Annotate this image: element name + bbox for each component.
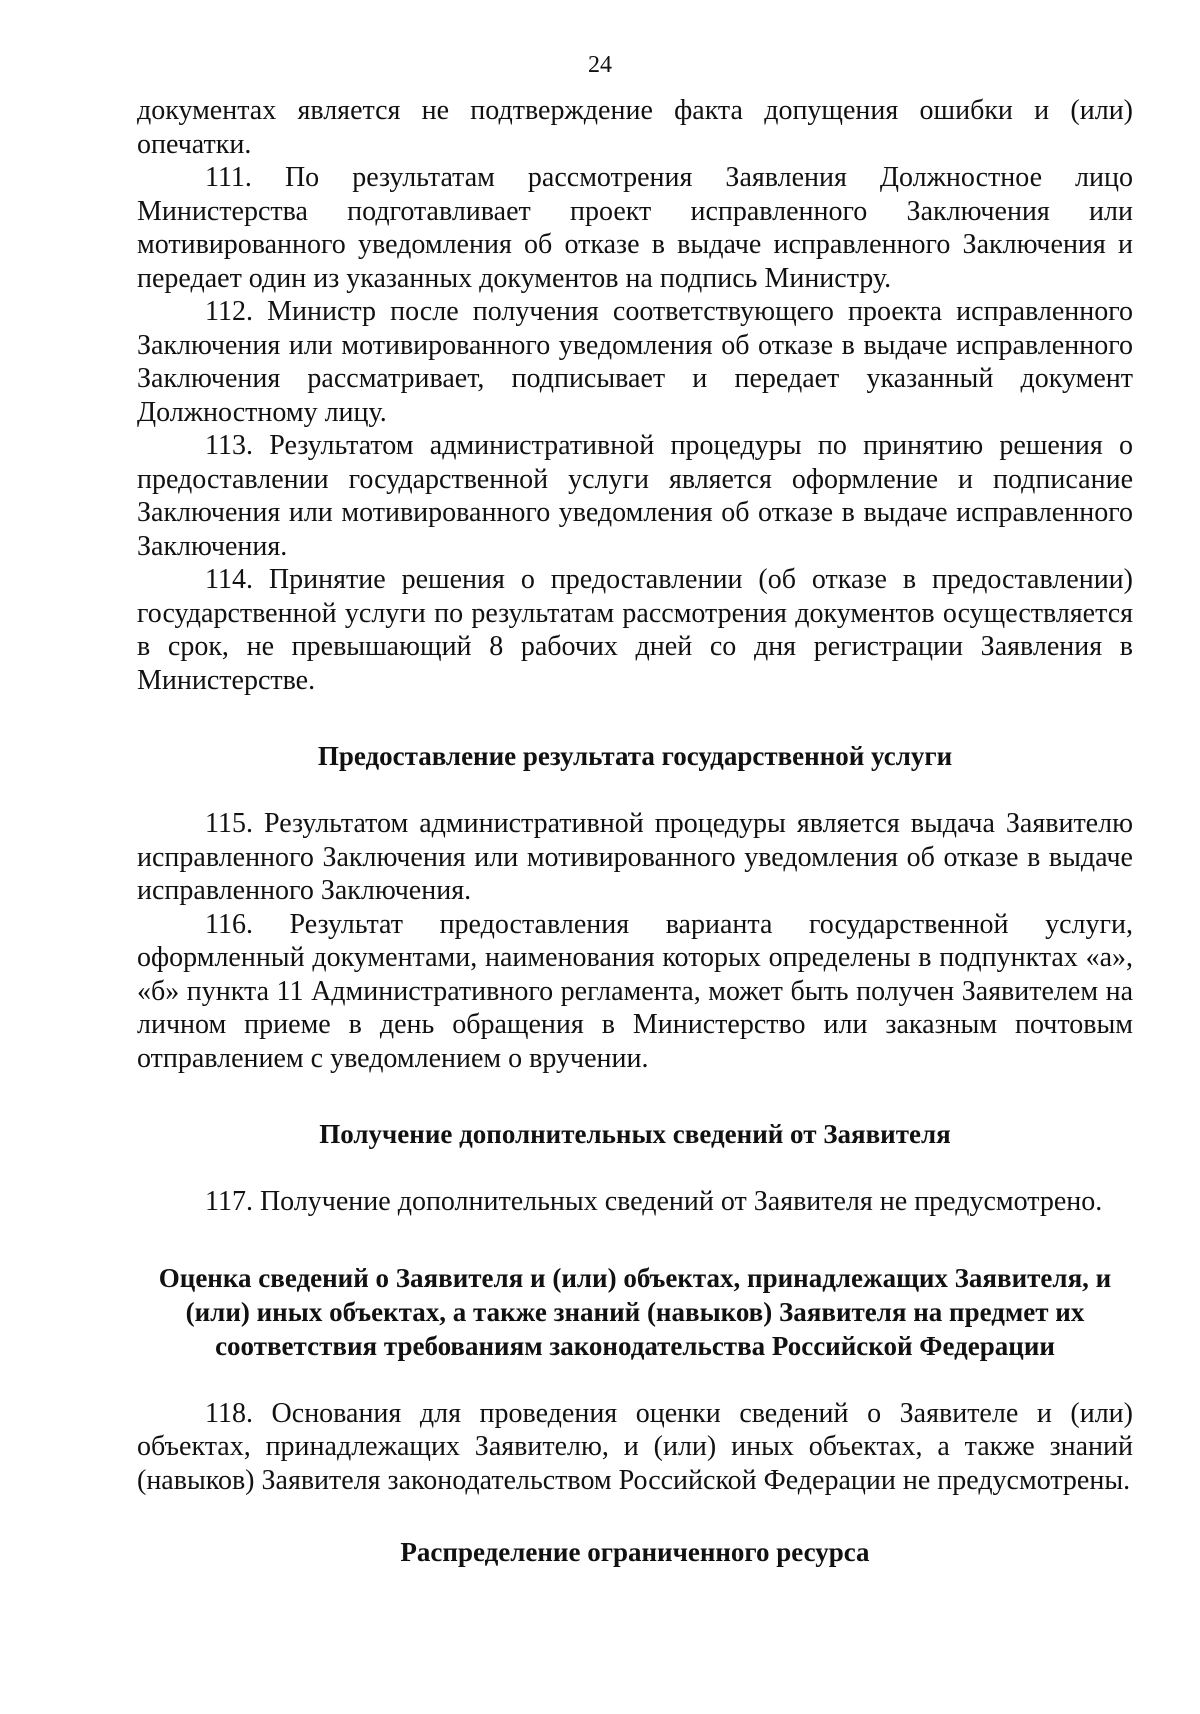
paragraph-114: 114. Принятие решения о предоставлении (об отказе в предоставлении) государственной услуги по результатам рассмотрения документов осуществляется в срок, не превышающий 8 рабочих дней со дня регистрации Заявления в Министерстве.: [137, 564, 1133, 696]
spacer: [137, 1151, 1133, 1185]
paragraph-111: 111. По результатам рассмотрения Заявления Должностное лицо Министерства подготавливает проект исправленного Заключения или мотивированного уведомления об отказе в выдаче исправленного Заключения и передает один из указанных документов на подпись Министру.: [137, 162, 1133, 294]
paragraph-112: 112. Министр после получения соответствующего проекта исправленного Заключения или мотивированного уведомления об отказе в выдаче исправленного Заключения рассматривает, подписывает и передает указанный документ Должностному лицу.: [137, 296, 1133, 428]
paragraph-continuation: документах является не подтверждение факта допущения ошибки и (или) опечатки.: [137, 95, 1133, 160]
page-number: 24: [588, 52, 612, 78]
spacer: [137, 1497, 1133, 1535]
spacer: [137, 1363, 1133, 1397]
spacer: [137, 1075, 1133, 1117]
paragraph-116: 116. Результат предоставления варианта государственной услуги, оформленный документами, наименования которых определены в подпунктах «а», «б» пункта 11 Административного регламента, может быть получен Заявителем на личном приеме в день обращения в Министерство или заказным почтовым отправлением с уведомлением о вручении.: [137, 908, 1133, 1074]
section-heading-result: Предоставление результата государственной услуги: [317, 741, 953, 771]
paragraph-113: 113. Результатом административной процедуры по принятию решения о предоставлении государственной услуги является оформление и подписание Заключения или мотивированного уведомления об отказе в выдаче исправленного Заключения.: [137, 430, 1133, 562]
section-heading-assessment: Оценка сведений о Заявителя и (или) объектах, принадлежащих Заявителя, и (или) иных объектах, а также знаний (навыков) Заявителя на предмет их соответствия требованиям законодательства Российской Федерации: [158, 1262, 1112, 1361]
paragraph-115: 115. Результатом административной процедуры является выдача Заявителю исправленного Заключения или мотивированного уведомления об отказе в выдаче исправленного Заключения.: [137, 808, 1133, 906]
paragraph-117: 117. Получение дополнительных сведений от Заявителя не предусмотрено.: [205, 1186, 1103, 1217]
paragraph-118: 118. Основания для проведения оценки сведений о Заявителе и (или) объектах, принадлежащих Заявителю, и (или) иных объектах, а также знаний (навыков) Заявителя законодательством Российской Федерации не предусмотрены.: [137, 1397, 1133, 1496]
spacer: [137, 697, 1133, 739]
section-heading-resource: Распределение ограниченного ресурса: [400, 1537, 870, 1567]
spacer: [137, 1219, 1133, 1261]
document-content: [137, 94, 1133, 1569]
section-heading-additional-info: Получение дополнительных сведений от Заявителя: [319, 1119, 951, 1149]
spacer: [137, 773, 1133, 807]
